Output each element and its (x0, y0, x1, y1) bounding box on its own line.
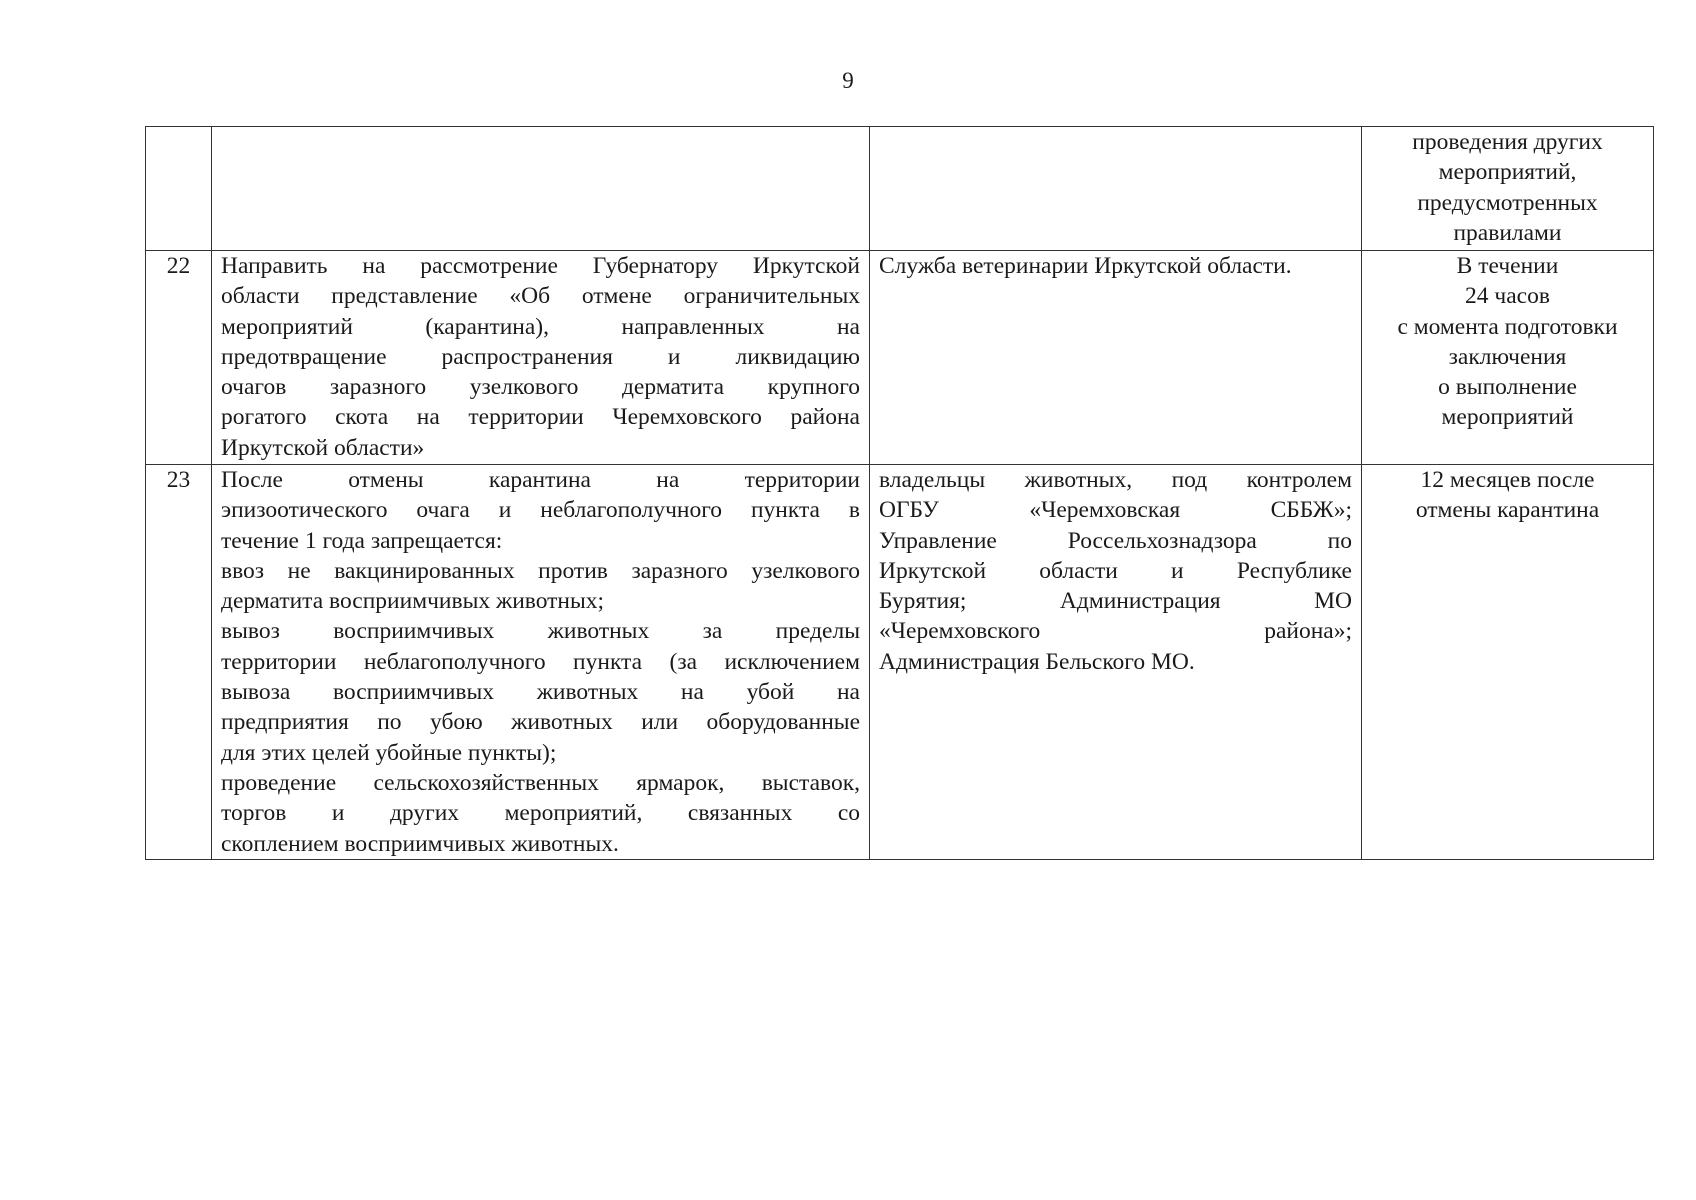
cell-term (1362, 127, 1654, 251)
measures-table (145, 126, 1654, 860)
action-line: рогатого скота на территории Черемховского района (221, 404, 860, 431)
responsible-line: Администрация Бельского МО. (879, 648, 1195, 675)
responsible-line: Служба ветеринарии Иркутской области. (879, 253, 1292, 279)
action-line: Направить на рассмотрение Губернатору Иркутской (221, 253, 860, 279)
cell-number (146, 127, 212, 251)
term-line: проведения других (1412, 129, 1603, 155)
term-line: правилами (1453, 219, 1562, 246)
action-line: предприятия по убою животных или оборудованные (221, 709, 860, 736)
responsible-line: Управление Россельхознадзора по (879, 527, 1352, 554)
table-row-23 (146, 465, 1654, 860)
term-line: мероприятий, (1438, 159, 1577, 186)
term-line: заключения (1448, 343, 1567, 370)
action-line: для этих целей убойные пункты); (221, 739, 557, 766)
cell-number: 22 (146, 251, 212, 465)
cell-term (1362, 251, 1654, 465)
action-line: области представление «Об отмене ограничительных (221, 283, 860, 310)
action-line: территории неблагополучного пункта (за исключением (221, 648, 860, 675)
action-line: предотвращение распространения и ликвидацию (221, 343, 860, 370)
cell-responsible (870, 251, 1362, 465)
action-line: мероприятий (карантина), направленных на (221, 313, 860, 340)
table-row-continuation (146, 127, 1654, 251)
term-line: отмены карантина (1415, 497, 1600, 524)
term-line: мероприятий (1441, 404, 1574, 431)
cell-number: 23 (146, 465, 212, 860)
responsible-line: Бурятия; Администрация МО (879, 588, 1352, 615)
action-line: течение 1 года запрещается: (221, 527, 503, 554)
term-line: с момента подготовки (1397, 313, 1618, 340)
action-line: Иркутской области» (221, 434, 425, 461)
term-line: В течении (1456, 253, 1559, 279)
term-line: 12 месяцев после (1420, 467, 1595, 493)
term-line: о выполнение (1438, 374, 1577, 401)
term-line: 24 часов (1465, 283, 1550, 310)
action-line: вывоз восприимчивых животных за пределы (221, 618, 860, 645)
action-line: эпизоотического очага и неблагополучного пункта в (221, 497, 860, 524)
responsible-line: владельцы животных, под контролем (879, 467, 1352, 493)
action-line: ввоз не вакцинированных против заразного узелкового (221, 557, 860, 584)
cell-action (212, 127, 870, 251)
action-line: вывоза восприимчивых животных на убой на (221, 679, 860, 706)
responsible-line: «Черемховского района»; (879, 618, 1352, 645)
cell-responsible (870, 465, 1362, 860)
responsible-line: ОГБУ «Черемховская СББЖ»; (879, 497, 1352, 524)
action-line: дерматита восприимчивых животных; (221, 588, 605, 615)
action-line: проведение сельскохозяйственных ярмарок, выставок, (221, 769, 860, 796)
cell-term (1362, 465, 1654, 860)
action-line: скоплением восприимчивых животных. (221, 830, 619, 857)
action-line: очагов заразного узелкового дерматита крупного (221, 374, 860, 401)
action-line: После отмены карантина на территории (221, 467, 860, 493)
table-row-22 (146, 251, 1654, 465)
page-number: 9 (842, 68, 854, 93)
term-line: предусмотренных (1417, 189, 1598, 216)
cell-responsible (870, 127, 1362, 251)
cell-action (212, 465, 870, 860)
responsible-line: Иркутской области и Республике (879, 557, 1352, 584)
action-line: торгов и других мероприятий, связанных со (221, 800, 860, 827)
cell-action (212, 251, 870, 465)
